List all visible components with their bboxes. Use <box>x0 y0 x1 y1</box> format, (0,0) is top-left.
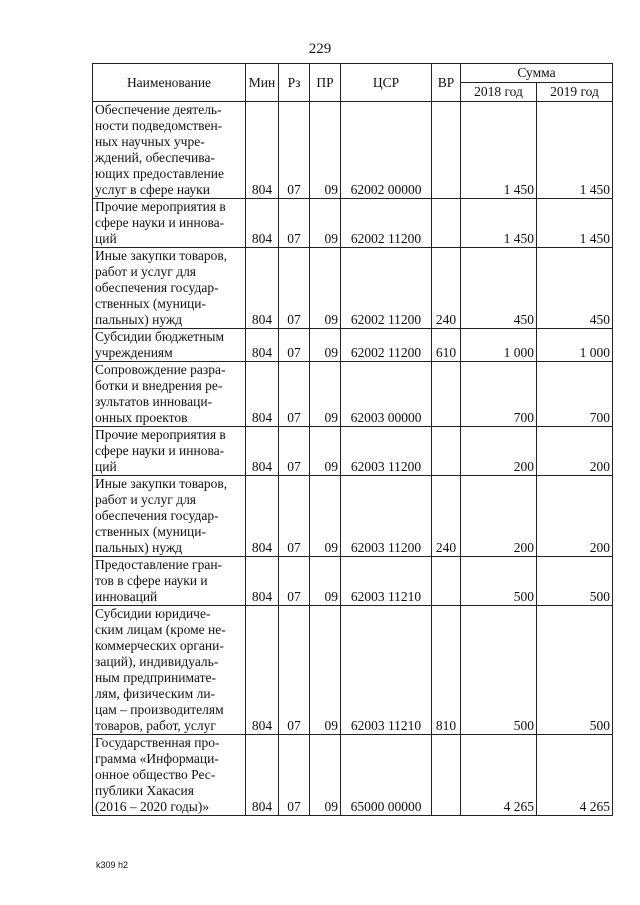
cell-rz: 07 <box>279 476 310 557</box>
row-name-line: публики Хакасия <box>95 783 194 798</box>
cell-min: 804 <box>246 476 279 557</box>
row-name-line: инноваций <box>95 589 158 604</box>
cell-csr: 62003 11200 <box>341 476 432 557</box>
header-vr: ВР <box>432 64 461 102</box>
cell-min: 804 <box>246 606 279 735</box>
cell-vr <box>432 735 461 816</box>
cell-csr: 62003 11210 <box>341 557 432 606</box>
cell-y2019: 200 <box>537 476 613 557</box>
cell-y2019: 500 <box>537 557 613 606</box>
row-name-line: сфере науки и иннова- <box>95 443 225 458</box>
cell-csr: 65000 00000 <box>341 735 432 816</box>
row-name <box>93 606 246 735</box>
header-rz: Рз <box>279 64 310 102</box>
cell-csr: 62002 00000 <box>341 102 432 199</box>
cell-min: 804 <box>246 735 279 816</box>
row-name <box>93 102 246 199</box>
row-name-line: Обеспечение деятель- <box>95 102 222 117</box>
cell-csr: 62002 11200 <box>341 329 432 362</box>
row-name <box>93 427 246 476</box>
cell-csr: 62003 11210 <box>341 606 432 735</box>
header-row <box>93 64 613 83</box>
row-name-line: ским лицам (кроме не- <box>95 622 226 637</box>
cell-vr <box>432 427 461 476</box>
cell-vr <box>432 102 461 199</box>
cell-csr: 62002 11200 <box>341 248 432 329</box>
row-name-line: Прочие мероприятия в <box>95 427 226 442</box>
cell-rz: 07 <box>279 362 310 427</box>
budget-table <box>92 63 613 816</box>
cell-y2018: 450 <box>461 248 537 329</box>
cell-y2019: 1 450 <box>537 199 613 248</box>
cell-y2018: 1 000 <box>461 329 537 362</box>
cell-rz: 07 <box>279 329 310 362</box>
row-name-line: пальных) нужд <box>95 540 183 555</box>
cell-rz: 07 <box>279 102 310 199</box>
row-name-line: ственных (муници- <box>95 296 207 311</box>
row-name <box>93 476 246 557</box>
row-name-line: ности подведомствен- <box>95 118 223 133</box>
cell-csr: 62003 00000 <box>341 362 432 427</box>
cell-pr: 09 <box>310 557 341 606</box>
header-2018: 2018 год <box>461 83 537 102</box>
cell-rz: 07 <box>279 199 310 248</box>
row-name-line: товаров, работ, услуг <box>95 718 216 733</box>
row-name-line: Иные закупки товаров, <box>95 476 228 491</box>
cell-y2018: 1 450 <box>461 199 537 248</box>
cell-pr: 09 <box>310 735 341 816</box>
cell-y2018: 200 <box>461 427 537 476</box>
row-name-line: ждений, обеспечива- <box>95 150 215 165</box>
row-name-line: Предоставление гран- <box>95 557 223 572</box>
row-name-line: лям, физическим ли- <box>95 686 216 701</box>
row-name-line: Сопровождение разра- <box>95 362 226 377</box>
header-name: Наименование <box>93 64 246 102</box>
row-name-line: ций <box>95 459 117 474</box>
cell-y2018: 200 <box>461 476 537 557</box>
cell-min: 804 <box>246 199 279 248</box>
cell-pr: 09 <box>310 476 341 557</box>
cell-y2018: 700 <box>461 362 537 427</box>
cell-y2019: 4 265 <box>537 735 613 816</box>
cell-vr <box>432 362 461 427</box>
page-number: 229 <box>308 41 332 57</box>
cell-min: 804 <box>246 362 279 427</box>
row-name-line: учреждениям <box>95 345 173 360</box>
header-csr: ЦСР <box>341 64 432 102</box>
row-name-line: онное общество Рес- <box>95 767 216 782</box>
cell-rz: 07 <box>279 557 310 606</box>
table-row <box>93 735 613 816</box>
cell-pr: 09 <box>310 102 341 199</box>
cell-pr: 09 <box>310 362 341 427</box>
row-name-line: тов в сфере науки и <box>95 573 208 588</box>
cell-y2019: 450 <box>537 248 613 329</box>
cell-vr <box>432 557 461 606</box>
row-name-line: услуг в сфере науки <box>95 182 210 197</box>
cell-y2018: 500 <box>461 557 537 606</box>
cell-min: 804 <box>246 102 279 199</box>
header-sum: Сумма <box>461 64 613 83</box>
cell-csr: 62003 11200 <box>341 427 432 476</box>
row-name <box>93 248 246 329</box>
row-name-line: онных проектов <box>95 410 188 425</box>
row-name-line: Государственная про- <box>95 735 220 750</box>
header-2019: 2019 год <box>537 83 613 102</box>
row-name-line: сфере науки и иннова- <box>95 215 225 230</box>
row-name-line: цам – производителям <box>95 702 224 717</box>
row-name-line: Субсидии юридиче- <box>95 606 211 621</box>
cell-vr: 610 <box>432 329 461 362</box>
header-min: Мин <box>246 64 279 102</box>
table-row <box>93 362 613 427</box>
row-name-line: ботки и внедрения ре- <box>95 378 223 393</box>
table-row <box>93 606 613 735</box>
table-row <box>93 329 613 362</box>
row-name-line: Субсидии бюджетным <box>95 329 225 344</box>
row-name-line: заций), индивидуаль- <box>95 654 219 669</box>
cell-y2018: 500 <box>461 606 537 735</box>
cell-min: 804 <box>246 427 279 476</box>
row-name-line: работ и услуг для <box>95 492 197 507</box>
cell-y2018: 4 265 <box>461 735 537 816</box>
cell-vr: 810 <box>432 606 461 735</box>
cell-y2019: 700 <box>537 362 613 427</box>
row-name-line: работ и услуг для <box>95 264 197 279</box>
row-name-line: обеспечения государ- <box>95 508 219 523</box>
row-name <box>93 199 246 248</box>
row-name-line: грамма «Информаци- <box>95 751 219 766</box>
cell-vr: 240 <box>432 248 461 329</box>
row-name <box>93 329 246 362</box>
table-row <box>93 102 613 199</box>
table-body <box>93 102 613 816</box>
cell-rz: 07 <box>279 606 310 735</box>
cell-y2018: 1 450 <box>461 102 537 199</box>
cell-pr: 09 <box>310 248 341 329</box>
row-name-line: ным предпринимате- <box>95 670 216 685</box>
row-name-line: Прочие мероприятия в <box>95 199 226 214</box>
table-row <box>93 476 613 557</box>
cell-pr: 09 <box>310 199 341 248</box>
row-name <box>93 362 246 427</box>
cell-y2019: 1 450 <box>537 102 613 199</box>
cell-csr: 62002 11200 <box>341 199 432 248</box>
cell-min: 804 <box>246 329 279 362</box>
cell-pr: 09 <box>310 606 341 735</box>
cell-pr: 09 <box>310 427 341 476</box>
row-name-line: обеспечения государ- <box>95 280 219 295</box>
row-name-line: зультатов инноваци- <box>95 394 213 409</box>
row-name-line: ций <box>95 231 117 246</box>
cell-y2019: 500 <box>537 606 613 735</box>
cell-rz: 07 <box>279 248 310 329</box>
table-row <box>93 557 613 606</box>
cell-rz: 07 <box>279 427 310 476</box>
table-row <box>93 427 613 476</box>
row-name-line: Иные закупки товаров, <box>95 248 228 263</box>
cell-pr: 09 <box>310 329 341 362</box>
table-row <box>93 199 613 248</box>
cell-min: 804 <box>246 248 279 329</box>
cell-y2019: 1 000 <box>537 329 613 362</box>
cell-min: 804 <box>246 557 279 606</box>
cell-y2019: 200 <box>537 427 613 476</box>
row-name-line: (2016 – 2020 годы)» <box>95 799 210 814</box>
cell-vr: 240 <box>432 476 461 557</box>
row-name-line: ственных (муници- <box>95 524 207 539</box>
row-name-line: ющих предоставление <box>95 166 224 181</box>
table-row <box>93 248 613 329</box>
cell-vr <box>432 199 461 248</box>
row-name-line: пальных) нужд <box>95 312 183 327</box>
cell-rz: 07 <box>279 735 310 816</box>
header-pr: ПР <box>310 64 341 102</box>
row-name <box>93 735 246 816</box>
footer-code: k309 h2 <box>96 860 129 870</box>
row-name <box>93 557 246 606</box>
row-name-line: ных научных учре- <box>95 134 205 149</box>
row-name-line: коммерческих органи- <box>95 638 224 653</box>
